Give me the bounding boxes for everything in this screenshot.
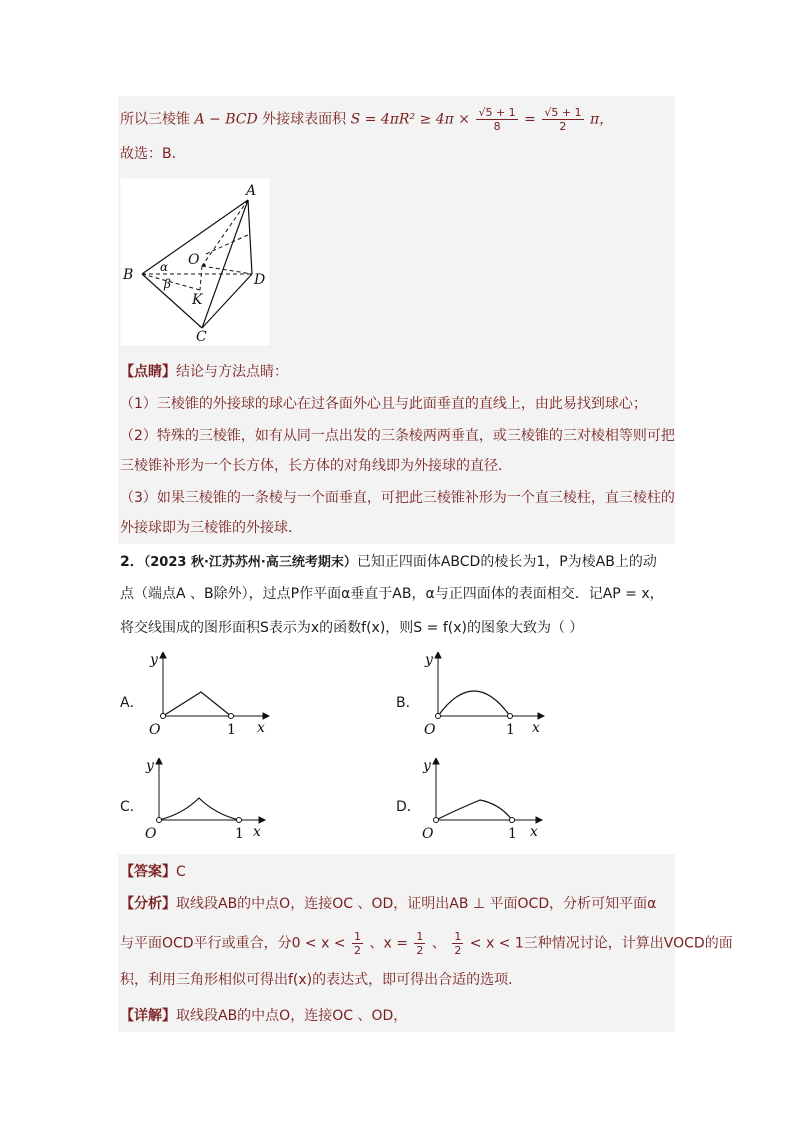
- x-label: x: [532, 720, 540, 736]
- option-B-graph[interactable]: [420, 652, 545, 737]
- analysis-line-2: [120, 930, 733, 957]
- fraction-half-3: $\frac{1}{2}$: [454, 930, 462, 957]
- y-label: y: [146, 758, 154, 774]
- origin-label: O: [422, 826, 434, 842]
- question-line-3: 将交线围成的图形面积S表示为x的函数f(x)，则S = f(x)的图象大致为（ ）: [120, 620, 584, 636]
- text: 取线段AB的中点O，连接OC 、OD，证明出AB ⊥ 平面OCD，分析可知平面α: [176, 896, 657, 912]
- x-label: x: [257, 720, 265, 736]
- label-B: B: [123, 267, 134, 283]
- analysis-line-3: 积，利用三角形相似可得出f(x)的表达式，即可得出合适的选项.: [120, 972, 513, 988]
- tag: 【分析】: [120, 896, 176, 912]
- dianjing-title: [120, 362, 288, 382]
- one-label: 1: [227, 722, 236, 737]
- fraction-half-1: $\frac{1}{2}$: [354, 930, 362, 957]
- dianjing-p2b: 三棱锥补形为一个长方体，长方体的对角线即为外接球的直径．: [120, 458, 512, 474]
- text: =: [524, 111, 536, 128]
- text: 、x =: [369, 935, 408, 952]
- option-C-graph[interactable]: [143, 758, 268, 843]
- answer-value: C: [176, 864, 186, 880]
- y-label: y: [425, 652, 433, 668]
- text: 、: [431, 935, 446, 952]
- tag: 【详解】: [120, 1008, 176, 1024]
- text: 结论与方法点睛：: [176, 364, 288, 380]
- option-D-label[interactable]: D．: [396, 799, 421, 815]
- y-label: y: [150, 652, 158, 668]
- label-alpha: α: [160, 260, 169, 274]
- analysis-line-1: [120, 894, 656, 914]
- one-label: 1: [508, 826, 517, 842]
- question-source: （2023 秋·江苏苏州·高三统考期末）: [143, 555, 357, 570]
- text: π，: [589, 111, 614, 128]
- fraction-2: $\frac{√5 + 1}{2}$: [544, 106, 582, 133]
- text: 外接球表面积: [262, 111, 347, 128]
- one-label: 1: [506, 722, 515, 737]
- tetrahedron-figure: [120, 178, 270, 346]
- origin-label: O: [149, 722, 161, 737]
- fraction-1: $\frac{√5 + 1}{8}$: [478, 106, 516, 133]
- option-B-label[interactable]: B．: [396, 695, 420, 711]
- text: 与平面OCD平行或重合，分0 < x <: [120, 935, 346, 952]
- tag: 【点睛】: [120, 364, 176, 380]
- math: S = 4πR² ≥ 4π ×: [350, 111, 470, 128]
- x-label: x: [253, 824, 261, 840]
- origin-label: O: [145, 826, 157, 842]
- fraction-half-2: $\frac{1}{2}$: [416, 930, 424, 957]
- tag: 【答案】: [120, 864, 176, 880]
- dianjing-p3a: （3）如果三棱锥的一条棱与一个面垂直，可把此三棱锥补形为一个直三棱柱，直三棱柱的: [120, 490, 675, 506]
- text: 取线段AB的中点O，连接OC 、OD，: [176, 1008, 408, 1024]
- label-D: D: [254, 272, 266, 288]
- question-line-1: [120, 552, 657, 573]
- text: < x < 1三种情况讨论，计算出VOCD的面: [469, 935, 733, 952]
- option-D-graph[interactable]: [420, 758, 545, 843]
- one-label: 1: [235, 826, 244, 842]
- label-K: K: [192, 292, 203, 308]
- y-label: y: [423, 758, 431, 774]
- question-line-2: 点（端点A 、B除外），过点P作平面α垂直于AB，α与正四面体的表面相交．记AP = x，: [120, 586, 664, 602]
- math: A − BCD: [194, 111, 258, 128]
- x-label: x: [530, 824, 538, 840]
- answer-choice-line: 故选：B．: [120, 146, 186, 162]
- option-C-label[interactable]: C．: [120, 799, 144, 815]
- detail-line: [120, 1006, 407, 1026]
- surface-area-line: [120, 106, 613, 133]
- option-A-label[interactable]: A．: [120, 695, 144, 711]
- text: 所以三棱锥: [120, 111, 190, 128]
- label-O: O: [188, 252, 200, 268]
- dianjing-p2a: （2）特殊的三棱锥，如有从同一点出发的三条棱两两垂直，或三棱锥的三对棱相等则可把: [120, 428, 675, 444]
- question-number: 2．: [120, 554, 144, 570]
- option-A-graph[interactable]: [145, 652, 270, 737]
- label-beta: β: [164, 277, 171, 291]
- dianjing-p3b: 外接球即为三棱锥的外接球．: [120, 520, 302, 536]
- label-C: C: [196, 329, 207, 345]
- origin-label: O: [424, 722, 436, 737]
- text: 已知正四面体ABCD的棱长为1，P为棱AB上的动: [356, 554, 657, 570]
- dianjing-p1: （1）三棱锥的外接球的球心在过各面外心且与此面垂直的直线上，由此易找到球心；: [120, 396, 647, 412]
- label-A: A: [246, 183, 257, 199]
- answer-line: [120, 862, 186, 882]
